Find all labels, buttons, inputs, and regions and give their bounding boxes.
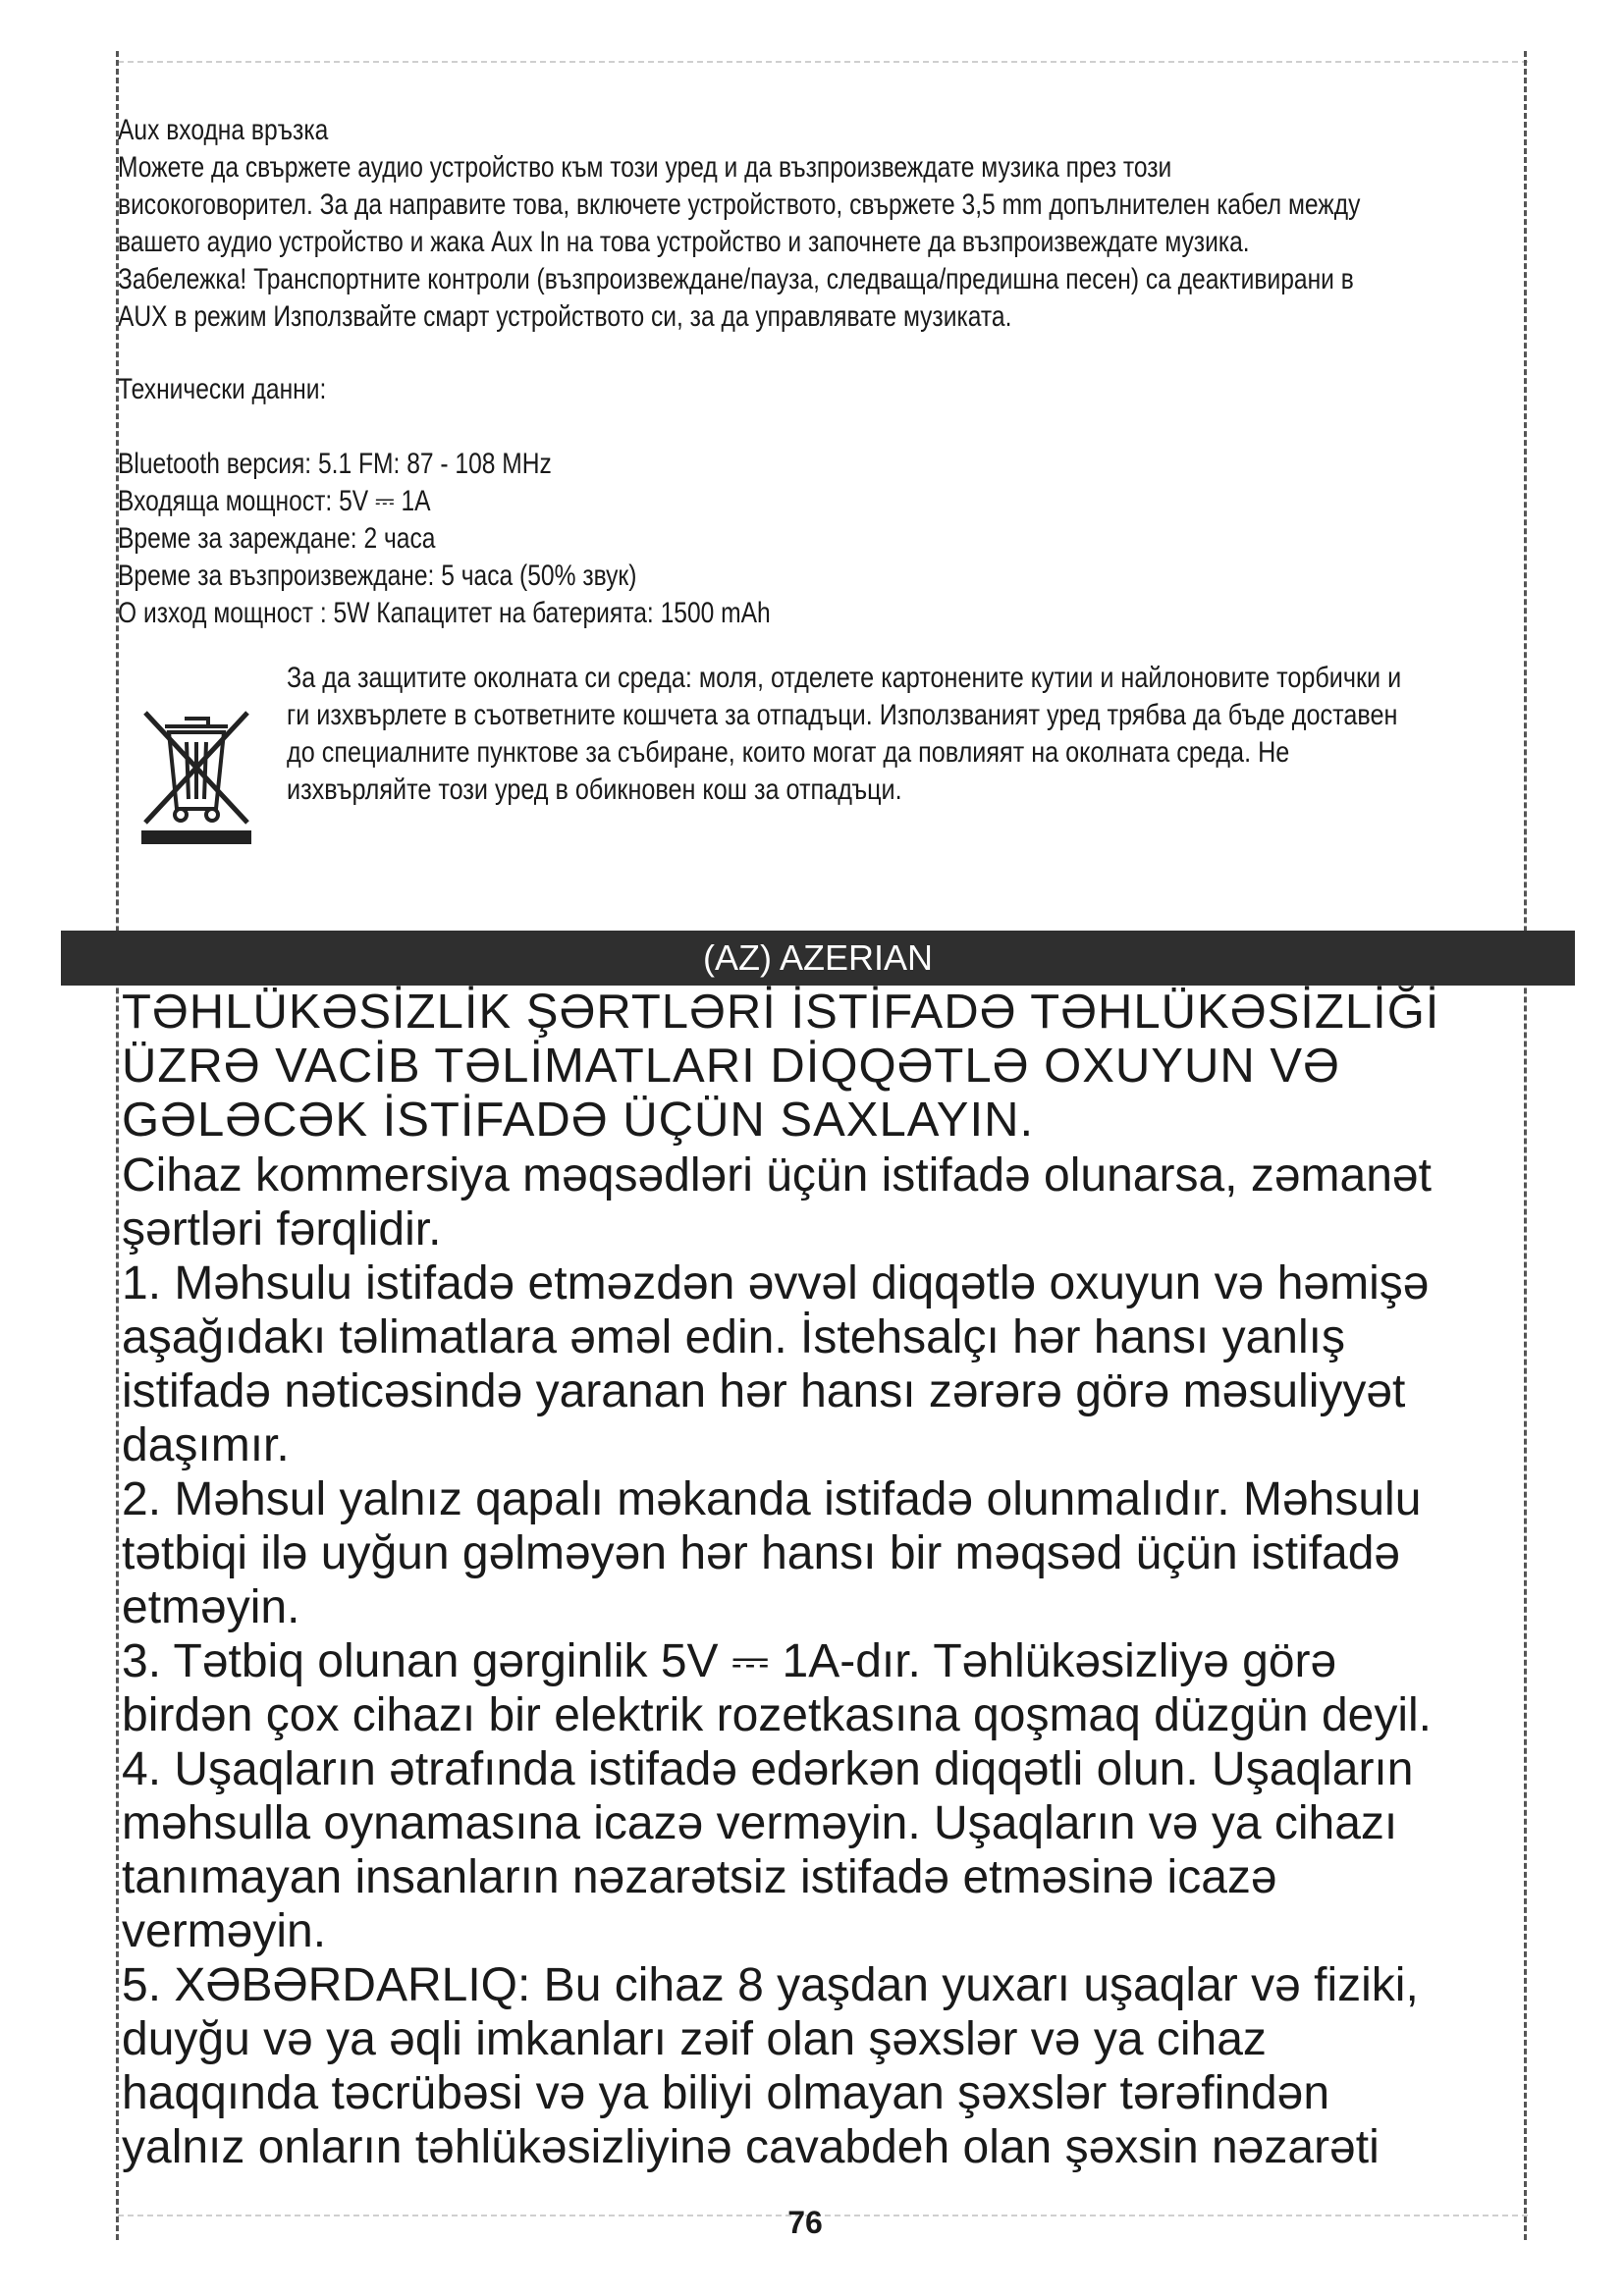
body-line: 4. Uşaqların ətrafında istifadə edərkən diqqətli olun. Uşaqların — [122, 1743, 1414, 1795]
body-line: birdən çox cihazı bir elektrik rozetkasına qoşmaq düzgün deyil. — [122, 1689, 1433, 1741]
section-banner: (AZ) AZERIAN — [61, 931, 1575, 986]
aux-line: вашето аудио устройство и жака Aux In на това устройство и започнете да възпроизвеждате музика. — [118, 226, 1250, 258]
tech-heading-block — [118, 371, 1522, 408]
body-line: 2. Məhsul yalnız qapalı məkanda istifadə olunmalıdır. Məhsulu — [122, 1473, 1422, 1525]
spec-item: Време за зареждане: 2 часа — [118, 522, 436, 555]
body-line: Cihaz kommersiya məqsədləri üçün istifadə olunarsa, zəmanət — [122, 1149, 1432, 1201]
aux-line: AUX в режим Използвайте смарт устройството си, за да управлявате музиката. — [118, 300, 1012, 333]
spec-item: Входяща мощност: 5V ⎓ 1A — [118, 485, 431, 517]
top-crop-guide — [118, 61, 1528, 63]
body-line: yalnız onların təhlükəsizliyinə cavabdeh olan şəxsin nəzarəti — [122, 2121, 1380, 2173]
page-number: 76 — [787, 2205, 823, 2240]
environment-line: За да защитите околната си среда: моля, отделете картонените кутии и найлоновите торбички и — [287, 662, 1402, 694]
spec-item: Време за възпроизвеждане: 5 часа (50% звук) — [118, 560, 637, 592]
body-line: etməyin. — [122, 1581, 300, 1633]
safety-body — [122, 1148, 1536, 2174]
aux-section — [118, 112, 1522, 336]
body-line: tətbiqi ilə uyğun gəlməyən hər hansı bir məqsəd üçün istifadə — [122, 1527, 1401, 1579]
tech-heading: Технически данни: — [118, 373, 327, 405]
spec-item: О изход мощност : 5W Капацитет на батерията: 1500 mAh — [118, 597, 771, 629]
spec-list — [118, 446, 1522, 632]
body-line: verməyin. — [122, 1905, 327, 1957]
safety-title — [122, 986, 1536, 1148]
body-line: aşağıdakı təlimatlara əməl edin. İstehsalçı hər hansı yanlış — [122, 1311, 1345, 1363]
safety-title-line: TƏHLÜKƏSİZLİK ŞƏRTLƏRİ İSTİFADƏ TƏHLÜKƏSİZLİĞİ — [122, 986, 1440, 1039]
safety-title-line: ÜZRƏ VACİB TƏLİMATLARI DİQQƏTLƏ OXUYUN VƏ — [122, 1040, 1340, 1093]
body-line: məhsulla oynamasına icazə verməyin. Uşaqların və ya cihazı — [122, 1797, 1398, 1849]
body-line: 5. XƏBƏRDARLIQ: Bu cihaz 8 yaşdan yuxarı uşaqlar və fiziki, — [122, 1959, 1419, 2011]
safety-title-line: GƏLƏCƏK İSTİFADƏ ÜÇÜN SAXLAYIN. — [122, 1094, 1035, 1147]
body-line: daşımır. — [122, 1419, 290, 1471]
environment-line: ги изхвърлете в съответните кошчета за отпадъци. Използваният уред трябва да бъде доставен — [287, 699, 1398, 731]
body-line: tanımayan insanların nəzarətsiz istifadə etməsinə icazə — [122, 1851, 1277, 1903]
environment-notice — [287, 660, 1524, 809]
body-line: istifadə nəticəsində yaranan hər hansı zərərə görə məsuliyyət — [122, 1365, 1406, 1417]
environment-line: до специалните пунктове за събиране, които могат да повлияят на околната среда. Не — [287, 736, 1290, 769]
body-line: 1. Məhsulu istifadə etməzdən əvvəl diqqətlə oxuyun və həmişə — [122, 1257, 1430, 1309]
environment-line: изхвърляйте този уред в обикновен кош за отпадъци. — [287, 774, 902, 806]
aux-line: Можете да свържете аудио устройство към този уред и да възпроизвеждате музика през този — [118, 151, 1172, 184]
aux-line: Забележка! Транспортните контроли (възпроизвеждане/пауза, следваща/предишна песен) са деактивирани в — [118, 263, 1354, 295]
aux-heading: Aux входна връзка — [118, 114, 329, 146]
body-line: duyğu və ya əqli imkanları zəif olan şəxslər və ya cihaz — [122, 2013, 1267, 2065]
body-line: 3. Tətbiq olunan gərginlik 5V ⎓ 1A-dır. Təhlükəsizliyə görə — [122, 1635, 1337, 1687]
spec-item: Bluetooth версия: 5.1 FM: 87 - 108 MHz — [118, 448, 552, 480]
body-line: şərtləri fərqlidir. — [122, 1203, 442, 1255]
body-line: haqqında təcrübəsi və ya biliyi olmayan şəxslər tərəfindən — [122, 2067, 1330, 2119]
aux-line: високоговорител. За да направите това, включете устройството, свържете 3,5 mm допълнителен кабел между — [118, 188, 1361, 221]
crossed-out-wheelie-bin-icon — [137, 699, 255, 846]
